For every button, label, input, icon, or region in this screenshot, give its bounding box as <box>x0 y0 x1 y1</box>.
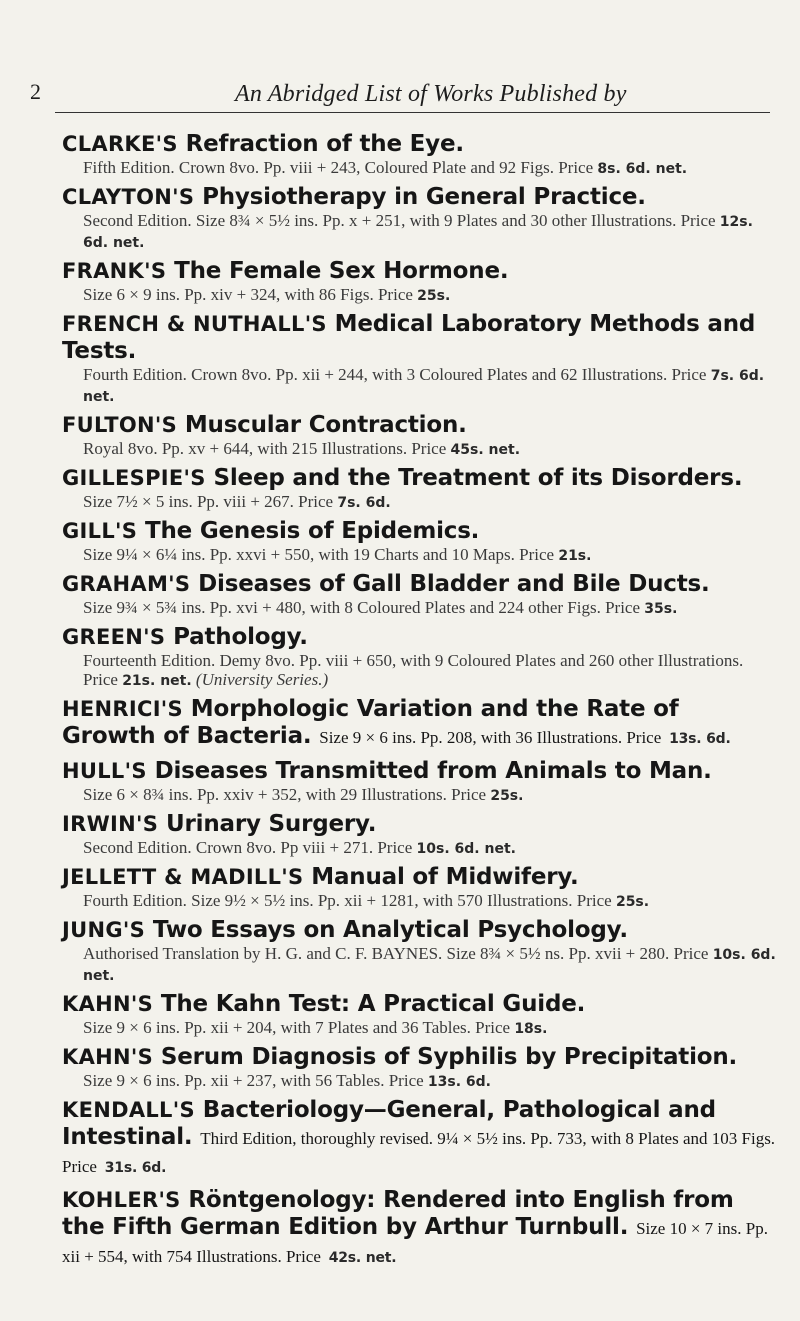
entry-author: GRAHAM'S <box>62 572 191 596</box>
entry-author: FRANK'S <box>62 259 167 283</box>
header-rule <box>55 112 770 113</box>
page-number: 2 <box>30 79 41 104</box>
entry-detail-text: Fourteenth Edition. Demy 8vo. Pp. viii + 650, with 9 Coloured Plates and 260 other Illustrations. Price <box>83 651 744 689</box>
entry-price: 31s. 6d. <box>104 1160 167 1176</box>
book-entry <box>62 624 777 691</box>
entry-details <box>83 891 777 912</box>
entry-detail-text: Second Edition. Crown 8vo. Pp viii + 271. Price <box>83 838 413 857</box>
entry-author: CLAYTON'S <box>62 185 195 209</box>
book-entry <box>62 518 777 566</box>
entry-detail-text: Size 7½ × 5 ins. Pp. viii + 267. Price <box>83 492 334 511</box>
entry-detail-text: Size 9¼ × 6¼ ins. Pp. xxvi + 550, with 19 Charts and 10 Maps. Price <box>83 545 555 564</box>
book-entry <box>62 917 777 986</box>
entry-detail-text: Size 9¾ × 5¾ ins. Pp. xvi + 480, with 8 Coloured Plates and 224 other Figs. Price <box>83 598 641 617</box>
entry-author: GILLESPIE'S <box>62 466 206 490</box>
entry-price: 7s. 6d. net. <box>83 368 765 405</box>
entry-details <box>83 785 777 806</box>
entry-detail-text: Fourth Edition. Crown 8vo. Pp. xii + 244, with 3 Coloured Plates and 62 Illustrations. Price <box>83 365 707 384</box>
entry-heading <box>62 311 777 365</box>
entry-title: Physiotherapy in General Practice. <box>202 184 646 210</box>
book-entry <box>62 1187 777 1272</box>
entry-detail-text: Size 10 × 7 ins. Pp. xii + 554, with 754 Illustrations. Price <box>62 1219 768 1266</box>
entry-title: Diseases of Gall Bladder and Bile Ducts. <box>198 571 710 597</box>
entry-author: IRWIN'S <box>62 812 159 836</box>
entry-details <box>83 1071 777 1092</box>
entry-detail-text: Size 9 × 6 ins. Pp. xii + 237, with 56 Tables. Price <box>83 1071 424 1090</box>
book-list <box>62 131 777 1277</box>
book-entry <box>62 1097 777 1182</box>
book-entry <box>62 184 777 253</box>
entry-price: 7s. 6d. <box>337 495 391 511</box>
entry-price: 8s. 6d. net. <box>597 161 688 177</box>
book-entry <box>62 412 777 460</box>
entry-price: 10s. 6d. net. <box>83 947 776 984</box>
entry-detail-text: Size 9 × 6 ins. Pp. xii + 204, with 7 Plates and 36 Tables. Price <box>83 1018 511 1037</box>
entry-heading <box>62 412 777 439</box>
entry-details <box>83 285 777 306</box>
entry-heading <box>62 1097 777 1182</box>
entry-author: GILL'S <box>62 519 138 543</box>
entry-heading <box>62 864 777 891</box>
entry-detail-text: Royal 8vo. Pp. xv + 644, with 215 Illustrations. Price <box>83 439 447 458</box>
entry-author: GREEN'S <box>62 625 166 649</box>
entry-title: Diseases Transmitted from Animals to Man. <box>154 758 712 784</box>
entry-title: Refraction of the Eye. <box>185 131 464 157</box>
entry-title: The Female Sex Hormone. <box>174 258 509 284</box>
book-entry <box>62 571 777 619</box>
entry-title: Röntgenology: Rendered into English from the Fifth German Edition by Arthur Turnbull. <box>62 1187 734 1240</box>
book-entry <box>62 258 777 306</box>
entry-details <box>83 545 777 566</box>
entry-price: 18s. <box>514 1021 548 1037</box>
entry-title: The Kahn Test: A Practical Guide. <box>160 991 586 1017</box>
entry-title: Muscular Contraction. <box>184 412 467 438</box>
entry-detail-text: Third Edition, thoroughly revised. 9¼ × 5½ ins. Pp. 733, with 8 Plates and 103 Figs. Price <box>62 1129 776 1176</box>
entry-price: 25s. <box>615 894 650 910</box>
entry-price: 10s. 6d. net. <box>416 841 516 857</box>
entry-title: Serum Diagnosis of Syphilis by Precipitation. <box>160 1044 738 1070</box>
entry-title: Manual of Midwifery. <box>311 864 579 890</box>
entry-heading <box>62 758 777 785</box>
entry-heading <box>62 571 777 598</box>
entry-heading <box>62 184 777 211</box>
book-entry <box>62 696 777 753</box>
entry-title: Pathology. <box>173 624 308 650</box>
entry-author: KOHLER'S <box>62 1188 181 1212</box>
entry-details <box>83 838 777 859</box>
entry-details <box>83 651 777 691</box>
entry-price: 42s. net. <box>328 1250 397 1266</box>
entry-author: FULTON'S <box>62 413 178 437</box>
entry-details <box>83 944 777 986</box>
entry-price: 13s. 6d. <box>427 1074 491 1090</box>
book-entry <box>62 758 777 806</box>
book-entry <box>62 465 777 513</box>
book-entry <box>62 811 777 859</box>
entry-detail-text: Second Edition. Size 8¾ × 5½ ins. Pp. x + 251, with 9 Plates and 30 other Illustrations. Price <box>83 211 716 230</box>
entry-heading <box>62 258 777 285</box>
entry-price: 25s. <box>417 288 451 304</box>
entry-heading <box>62 811 777 838</box>
running-head: An Abridged List of Works Published by <box>235 81 627 107</box>
entry-price: 35s. <box>644 601 678 617</box>
entry-price: 21s. <box>558 548 592 564</box>
entry-detail-text: Fourth Edition. Size 9½ × 5½ ins. Pp. xii + 1281, with 570 Illustrations. Price <box>83 891 612 910</box>
book-entry <box>62 311 777 407</box>
entry-price: 25s. <box>490 788 524 804</box>
entry-price: 21s. net. <box>122 673 192 689</box>
entry-details <box>83 1018 777 1039</box>
entry-title: Bacteriology—General, Pathological and Intestinal. <box>62 1097 716 1150</box>
entry-heading <box>62 465 777 492</box>
entry-heading <box>62 917 777 944</box>
entry-detail-text: Size 9 × 6 ins. Pp. 208, with 36 Illustrations. Price <box>319 728 662 747</box>
entry-details <box>83 365 777 407</box>
book-entry <box>62 991 777 1039</box>
book-entry <box>62 1044 777 1092</box>
entry-detail-text: Size 6 × 9 ins. Pp. xiv + 324, with 86 Figs. Price <box>83 285 413 304</box>
entry-series: (University Series.) <box>195 670 329 689</box>
entry-author: JUNG'S <box>62 918 146 942</box>
book-entry <box>62 864 777 912</box>
entry-details <box>83 598 777 619</box>
entry-details <box>83 211 777 253</box>
entry-heading <box>62 518 777 545</box>
entry-author: HULL'S <box>62 759 147 783</box>
entry-heading <box>62 1187 777 1272</box>
entry-price: 12s. 6d. net. <box>83 214 753 251</box>
entry-title: Sleep and the Treatment of its Disorders. <box>213 465 743 491</box>
entry-heading <box>62 991 777 1018</box>
entry-price: 13s. 6d. <box>669 731 731 747</box>
entry-author: CLARKE'S <box>62 132 178 156</box>
entry-author: HENRICI'S <box>62 697 183 721</box>
entry-author: FRENCH & NUTHALL'S <box>62 312 327 336</box>
entry-author: KENDALL'S <box>62 1098 195 1122</box>
entry-heading <box>62 696 777 753</box>
entry-heading <box>62 1044 777 1071</box>
entry-title: Medical Laboratory Methods and Tests. <box>62 311 756 364</box>
entry-title: The Genesis of Epidemics. <box>144 518 480 544</box>
entry-details <box>83 158 777 179</box>
entry-details <box>83 439 777 460</box>
book-entry <box>62 131 777 179</box>
entry-title: Two Essays on Analytical Psychology. <box>152 917 628 943</box>
entry-author: JELLETT & MADILL'S <box>62 865 304 889</box>
entry-detail-text: Size 6 × 8¾ ins. Pp. xxiv + 352, with 29 Illustrations. Price <box>83 785 487 804</box>
page-header <box>0 80 800 120</box>
entry-author: KAHN'S <box>62 992 154 1016</box>
entry-title: Urinary Surgery. <box>166 811 377 837</box>
entry-heading <box>62 624 777 651</box>
entry-title: Morphologic Variation and the Rate of Growth of Bacteria. <box>62 696 679 749</box>
entry-price: 45s. net. <box>450 442 521 458</box>
entry-detail-text: Authorised Translation by H. G. and C. F. BAYNES. Size 8¾ × 5½ ns. Pp. xvii + 280. Price <box>83 944 709 963</box>
entry-heading <box>62 131 777 158</box>
entry-author: KAHN'S <box>62 1045 154 1069</box>
entry-details <box>83 492 777 513</box>
entry-detail-text: Fifth Edition. Crown 8vo. Pp. viii + 243, Coloured Plate and 92 Figs. Price <box>83 158 594 177</box>
